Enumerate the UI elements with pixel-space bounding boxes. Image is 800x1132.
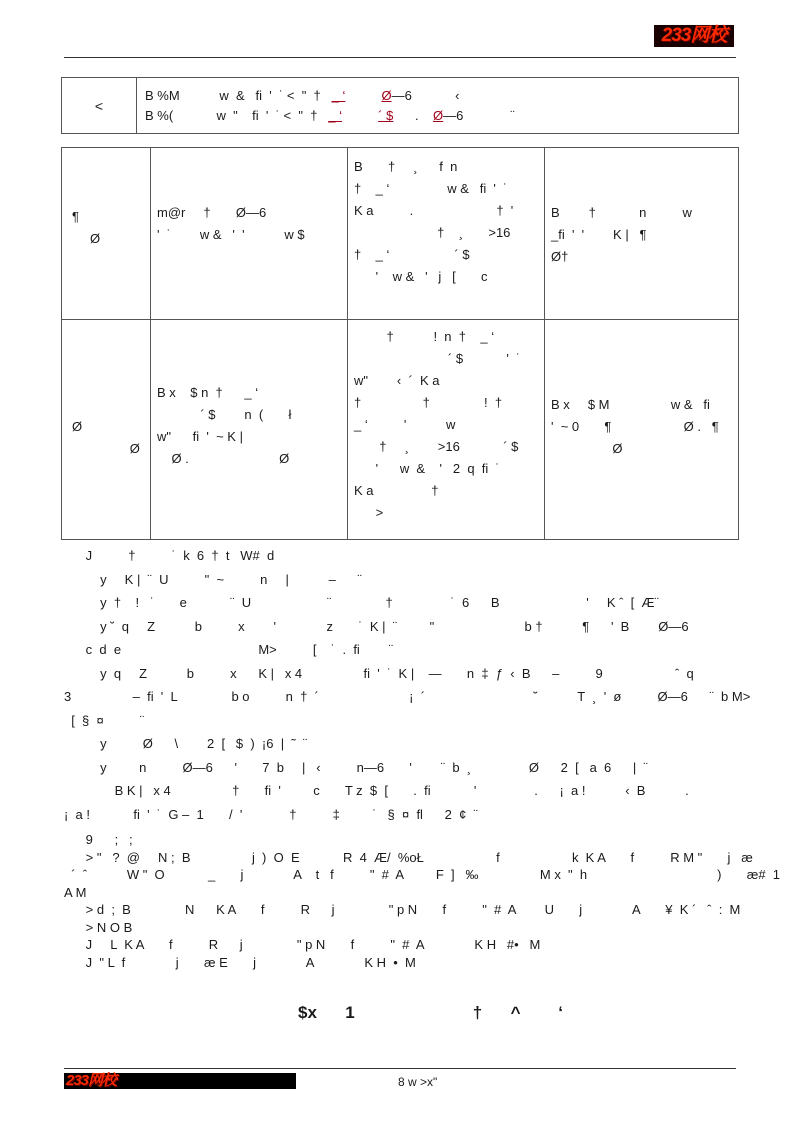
cell-text-line: Ø . Ø bbox=[157, 451, 290, 466]
top-table-segment: ´ $ bbox=[378, 108, 394, 123]
cell-text-line: † ¸ >16 bbox=[354, 225, 511, 240]
top-table-segment: —6 ¨ bbox=[443, 108, 515, 123]
cell-text-line: w" fi ' ~ K | bbox=[157, 429, 243, 444]
top-table-segment: . bbox=[393, 108, 434, 123]
footer-page-label: 8 w >x" bbox=[398, 1075, 438, 1089]
cell-text-line: † _ ‘ ´ $ bbox=[354, 247, 470, 262]
cell-text-line: B † n w bbox=[551, 205, 692, 220]
cell-text-line: ¶ bbox=[72, 209, 79, 224]
row2-col2 bbox=[151, 320, 348, 540]
top-table-line-2 bbox=[145, 107, 515, 124]
cell-text-line: ' w & ' j [ c bbox=[354, 269, 488, 284]
text-line: [ § ¤ ¨ bbox=[64, 712, 145, 728]
cell-text-line: Ø bbox=[72, 231, 101, 246]
cell-text-line: B † ¸ f n bbox=[354, 159, 458, 174]
main-table bbox=[61, 147, 739, 540]
cell-text-line: B x $ M w & fi bbox=[551, 397, 710, 412]
cell-text-line: _ ‘ ' w bbox=[354, 417, 456, 432]
footer-rule bbox=[64, 1068, 736, 1069]
cell-text-line: ' ˙ w & ' ' w $ bbox=[157, 227, 305, 242]
text-line: A M bbox=[64, 884, 87, 900]
cell-text-line: m@r † Ø—6 bbox=[157, 205, 267, 220]
cell-text-line: ´ $ ' ˙ bbox=[354, 351, 521, 366]
text-line: y K | ¨ U " ~ n | – ¨ bbox=[64, 571, 362, 587]
cell-text-line: K a . † ' bbox=[354, 203, 514, 218]
cell-text-line: † _ ‘ w & fi ' ˙ bbox=[354, 181, 508, 196]
cell-text-line: Ø bbox=[551, 441, 623, 456]
top-table-segment bbox=[345, 88, 381, 103]
closing-line: $x 1 † ^ ‘ bbox=[298, 1003, 564, 1022]
cell-text-line: Ø† bbox=[551, 249, 569, 264]
text-line: y ˘ q Z b x ' z ˙ K | ¨ " b † ¶ ' B Ø—6 bbox=[64, 618, 689, 634]
top-table-segment: _ ‘ bbox=[331, 88, 346, 103]
text-line: ´ ˆ W " O _ j A t f " # A F ] ‰ M x " h ) æ# 1 bbox=[64, 867, 780, 882]
cell-text-line: Ø bbox=[72, 441, 140, 456]
top-table-line-1 bbox=[145, 87, 460, 104]
header-rule bbox=[64, 57, 736, 58]
cell-text-line: ´ $ n ( ł bbox=[157, 407, 292, 422]
text-line: 9 ; ; bbox=[64, 832, 133, 847]
row1-col4 bbox=[545, 148, 739, 320]
cell-text-line: † ¸ >16 ´ $ bbox=[354, 439, 519, 454]
text-line: c d e M> [ ˙ . fi ¨ bbox=[64, 642, 394, 657]
text-line: > N O B bbox=[64, 919, 133, 935]
top-table-right-cell bbox=[137, 78, 739, 134]
cell-text-line: _fi ' ' K | ¶ bbox=[551, 227, 647, 242]
cell-text-line: w" ‹ ´ K a bbox=[354, 373, 440, 388]
row2-col1 bbox=[62, 320, 151, 540]
text-line: y Ø \ 2 [ $ ) ¡6 | ˜ ¨ bbox=[64, 736, 308, 751]
row1-col2 bbox=[151, 148, 348, 320]
top-table bbox=[61, 77, 739, 134]
top-table-segment: _ ‘ bbox=[328, 108, 343, 123]
row2-col3 bbox=[348, 320, 545, 540]
text-line: B K | x 4 † fi ' c T z $ [ . fi ' . ¡ a ! ‹ B . bbox=[64, 783, 689, 798]
top-table-segment: B %( w " fi ' ˙ < " † bbox=[145, 108, 329, 123]
row1-col1 bbox=[62, 148, 151, 320]
top-table-segment: —6 ‹ bbox=[391, 88, 460, 103]
text-line: y n Ø—6 ' 7 b | ‹ n—6 ' ¨ b ¸ Ø 2 [ a 6 | ¨ bbox=[64, 759, 648, 775]
top-table-left-cell: < bbox=[62, 78, 137, 134]
text-line: J † ˙ k 6 † t W# d bbox=[64, 548, 275, 563]
text-line: 3 – fi ' L b o n † ´ ¡ ´ ˘ T ¸ ' ø Ø—6 ¨ b M> bbox=[64, 689, 751, 704]
cell-text-line: ' w & ' 2 q fi ˙ bbox=[354, 461, 500, 476]
text-line: J " L f j æ E j A K H • M bbox=[64, 954, 416, 970]
cell-text-line: † ! n † _ ‘ bbox=[354, 329, 495, 344]
text-line: ¡ a ! fi ' ˙ G – 1 / ' † ‡ ˙ § ¤ fl 2 ¢ ¨ bbox=[64, 806, 478, 822]
cell-text-line: > bbox=[354, 505, 384, 520]
top-table-segment: Ø bbox=[381, 88, 392, 103]
text-line: J L K A f R j " p N f " # A K H #• M bbox=[64, 937, 541, 952]
header-logo: 233网校 bbox=[654, 25, 734, 47]
top-table-segment bbox=[342, 108, 378, 123]
cell-text-line: † † ! † bbox=[354, 395, 503, 410]
row2-col4 bbox=[545, 320, 739, 540]
text-line: > " ? @ N ; B j ) O E R 4 Æ/ %oŁ f k K A f R M " j æ bbox=[64, 849, 753, 865]
row1-col3 bbox=[348, 148, 545, 320]
cell-text-line: K a † bbox=[354, 483, 439, 498]
text-line: y † ! ˙ e ¨ U ¨ † ˙ 6 B ' K ˆ [ Æ¨ bbox=[64, 595, 659, 610]
text-line: > d ; B N K A f R j " p N f " # A U j A ¥ K ´ ˆ : M bbox=[64, 902, 741, 917]
text-line: y q Z b x K | x 4 fi ' ˙ K | — n ‡ ƒ ‹ B – 9 ˆ q bbox=[64, 665, 694, 681]
footer-logo: 233网校 bbox=[66, 1072, 117, 1089]
cell-text-line: B x $ n † _ ‘ bbox=[157, 385, 259, 400]
cell-text-line: Ø bbox=[72, 419, 83, 434]
top-table-segment: B %M w & fi ' ˙ < " † bbox=[145, 88, 332, 103]
cell-text-line: ' ~ 0 ¶ Ø . ¶ bbox=[551, 419, 719, 434]
top-table-segment: Ø bbox=[433, 108, 444, 123]
